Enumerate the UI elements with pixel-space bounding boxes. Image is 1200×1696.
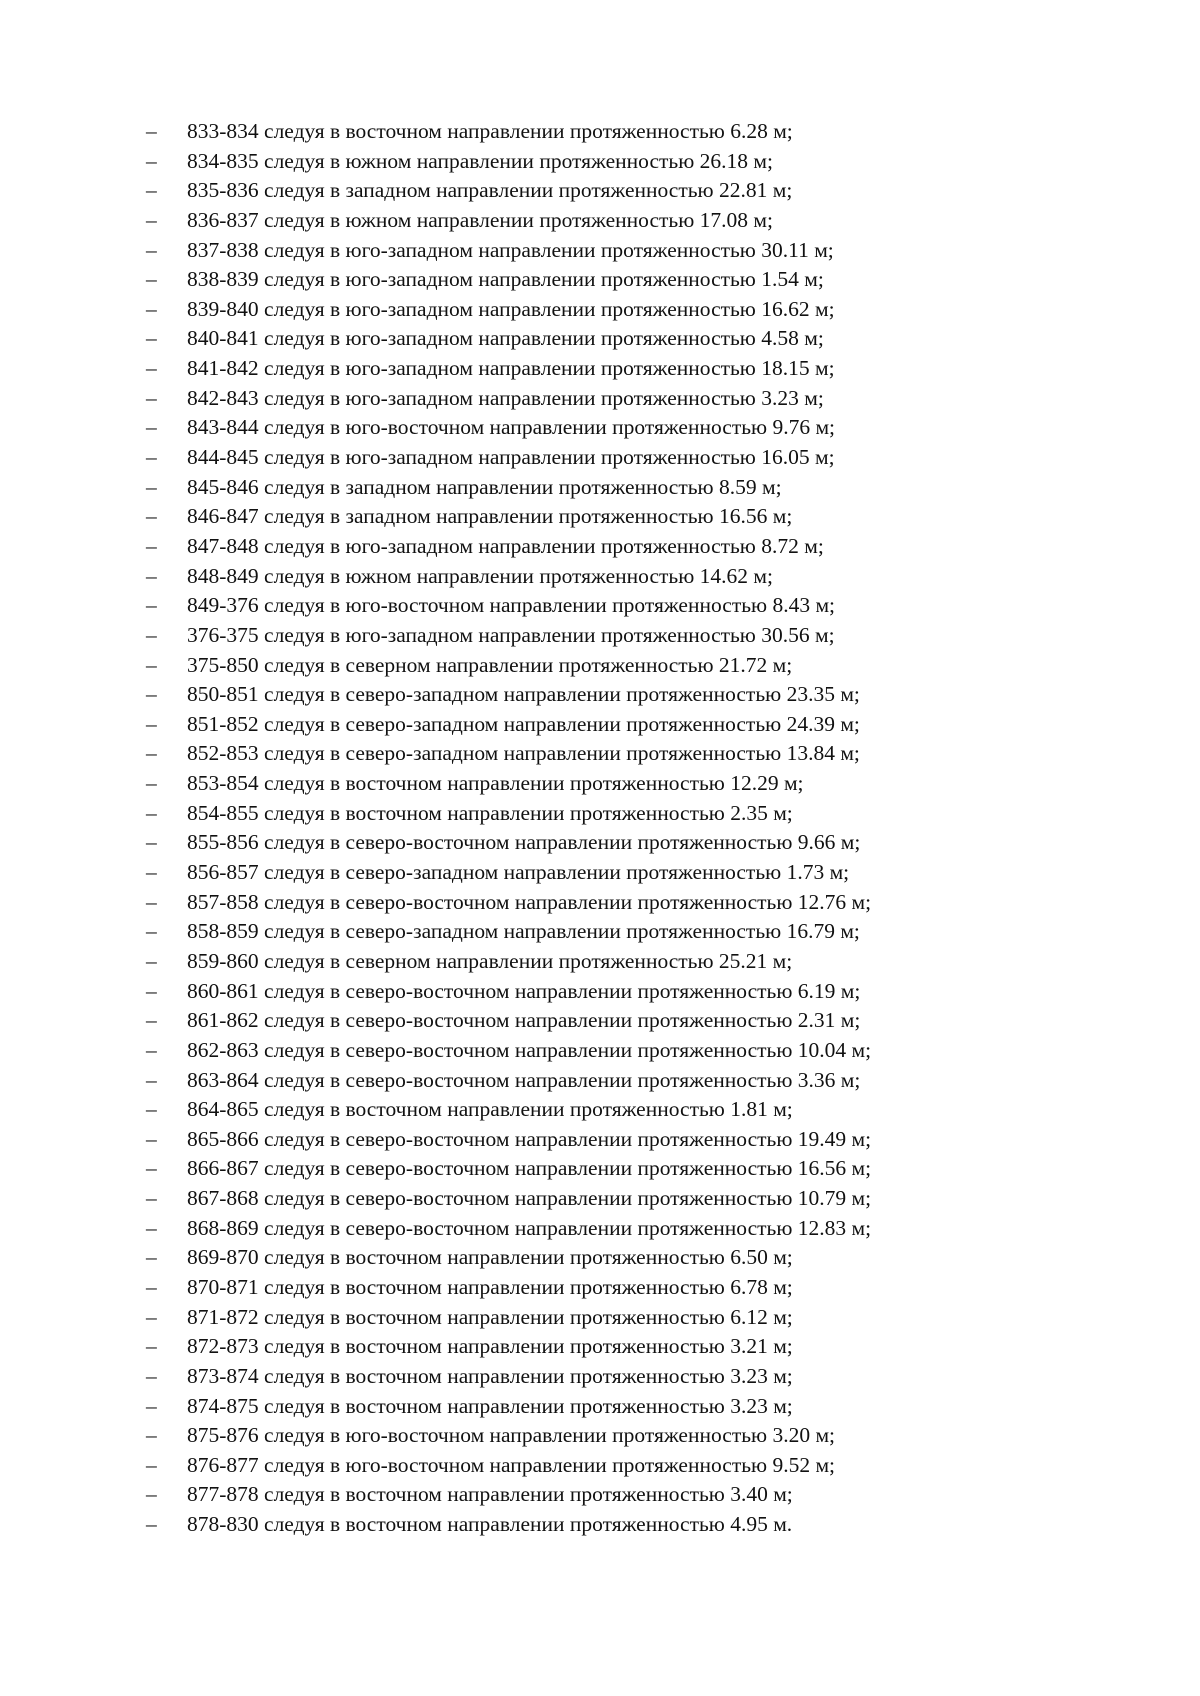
list-bullet-dash: – — [146, 1334, 157, 1359]
list-bullet-dash: – — [146, 830, 157, 855]
list-bullet-dash: – — [146, 415, 157, 440]
segment-description: 842-843 следуя в юго-западном направлении протяженностью 3.23 м; — [187, 385, 824, 410]
list-bullet-dash: – — [146, 652, 157, 677]
segment-description: 868-869 следуя в северо-восточном направлении протяженностью 12.83 м; — [187, 1215, 872, 1240]
segment-description: 878-830 следуя в восточном направлении протяженностью 4.95 м. — [187, 1512, 793, 1537]
list-bullet-dash: – — [146, 1037, 157, 1062]
list-bullet-dash: – — [146, 860, 157, 885]
segment-description: 876-877 следуя в юго-восточном направлении протяженностью 9.52 м; — [187, 1452, 836, 1477]
list-bullet-dash: – — [146, 948, 157, 973]
list-bullet-dash: – — [146, 533, 157, 558]
list-bullet-dash: – — [146, 119, 157, 143]
list-bullet-dash: – — [146, 504, 157, 529]
list-bullet-dash: – — [146, 800, 157, 825]
list-bullet-dash: – — [146, 1126, 157, 1151]
segment-description: 375-850 следуя в северном направлении протяженностью 21.72 м; — [187, 652, 793, 677]
segment-description: 376-375 следуя в юго-западном направлении протяженностью 30.56 м; — [187, 622, 835, 647]
segment-description: 856-857 следуя в северо-западном направлении протяженностью 1.73 м; — [187, 860, 850, 885]
segment-description: 844-845 следуя в юго-западном направлении протяженностью 16.05 м; — [187, 445, 835, 470]
list-bullet-dash: – — [146, 771, 157, 796]
segment-description: 871-872 следуя в восточном направлении протяженностью 6.12 м; — [187, 1304, 793, 1329]
list-bullet-dash: – — [146, 889, 157, 914]
segment-description: 872-873 следуя в восточном направлении протяженностью 3.21 м; — [187, 1334, 793, 1359]
segment-description: 847-848 следуя в юго-западном направлении протяженностью 8.72 м; — [187, 533, 824, 558]
list-bullet-dash: – — [146, 1215, 157, 1240]
segment-description: 854-855 следуя в восточном направлении протяженностью 2.35 м; — [187, 800, 793, 825]
list-bullet-dash: – — [146, 148, 157, 173]
list-bullet-dash: – — [146, 1304, 157, 1329]
list-bullet-dash: – — [146, 1186, 157, 1211]
segment-description: 841-842 следуя в юго-западном направлении протяженностью 18.15 м; — [187, 356, 835, 381]
segment-description: 874-875 следуя в восточном направлении протяженностью 3.23 м; — [187, 1393, 793, 1418]
list-bullet-dash: – — [146, 1156, 157, 1181]
segment-description: 838-839 следуя в юго-западном направлении протяженностью 1.54 м; — [187, 267, 824, 292]
segment-description: 843-844 следуя в юго-восточном направлении протяженностью 9.76 м; — [187, 415, 836, 440]
list-bullet-dash: – — [146, 296, 157, 321]
list-bullet-dash: – — [146, 622, 157, 647]
list-bullet-dash: – — [146, 1274, 157, 1299]
segment-description: 855-856 следуя в северо-восточном направлении протяженностью 9.66 м; — [187, 830, 861, 855]
list-bullet-dash: – — [146, 1452, 157, 1477]
segment-description: 836-837 следуя в южном направлении протяженностью 17.08 м; — [187, 207, 773, 232]
segment-description: 834-835 следуя в южном направлении протяженностью 26.18 м; — [187, 148, 773, 173]
segment-description: 845-846 следуя в западном направлении протяженностью 8.59 м; — [187, 474, 782, 499]
list-bullet-dash: – — [146, 919, 157, 944]
list-bullet-dash: – — [146, 563, 157, 588]
segment-description: 877-878 следуя в восточном направлении протяженностью 3.40 м; — [187, 1482, 793, 1507]
segment-description: 860-861 следуя в северо-восточном направлении протяженностью 6.19 м; — [187, 978, 861, 1003]
segment-description: 833-834 следуя в восточном направлении протяженностью 6.28 м; — [187, 119, 793, 143]
list-bullet-dash: – — [146, 1393, 157, 1418]
segment-description: 835-836 следуя в западном направлении протяженностью 22.81 м; — [187, 178, 793, 203]
segment-description: 870-871 следуя в восточном направлении протяженностью 6.78 м; — [187, 1274, 793, 1299]
list-bullet-dash: – — [146, 1008, 157, 1033]
segment-description: 875-876 следуя в юго-восточном направлении протяженностью 3.20 м; — [187, 1423, 836, 1448]
list-bullet-dash: – — [146, 1423, 157, 1448]
list-bullet-dash: – — [146, 356, 157, 381]
list-bullet-dash: – — [146, 445, 157, 470]
segment-description: 862-863 следуя в северо-восточном направлении протяженностью 10.04 м; — [187, 1037, 872, 1062]
segment-description: 865-866 следуя в северо-восточном направлении протяженностью 19.49 м; — [187, 1126, 872, 1151]
list-bullet-dash: – — [146, 207, 157, 232]
segment-description: 857-858 следуя в северо-восточном направлении протяженностью 12.76 м; — [187, 889, 872, 914]
segment-description: 850-851 следуя в северо-западном направлении протяженностью 23.35 м; — [187, 682, 860, 707]
list-bullet-dash: – — [146, 1482, 157, 1507]
segment-description: 837-838 следуя в юго-западном направлении протяженностью 30.11 м; — [187, 237, 834, 262]
list-bullet-dash: – — [146, 1067, 157, 1092]
segment-description: 853-854 следуя в восточном направлении протяженностью 12.29 м; — [187, 771, 804, 796]
segment-description: 864-865 следуя в восточном направлении протяженностью 1.81 м; — [187, 1097, 793, 1122]
segment-description: 852-853 следуя в северо-западном направлении протяженностью 13.84 м; — [187, 741, 860, 766]
list-bullet-dash: – — [146, 682, 157, 707]
segment-description: 861-862 следуя в северо-восточном направлении протяженностью 2.31 м; — [187, 1008, 861, 1033]
list-bullet-dash: – — [146, 1363, 157, 1388]
segment-description: 866-867 следуя в северо-восточном направлении протяженностью 16.56 м; — [187, 1156, 872, 1181]
list-bullet-dash: – — [146, 741, 157, 766]
list-bullet-dash: – — [146, 326, 157, 351]
segment-description: 839-840 следуя в юго-западном направлении протяженностью 16.62 м; — [187, 296, 835, 321]
segment-description: 846-847 следуя в западном направлении протяженностью 16.56 м; — [187, 504, 793, 529]
segment-description: 858-859 следуя в северо-западном направлении протяженностью 16.79 м; — [187, 919, 860, 944]
segment-description: 848-849 следуя в южном направлении протяженностью 14.62 м; — [187, 563, 773, 588]
segment-description: 867-868 следуя в северо-восточном направлении протяженностью 10.79 м; — [187, 1186, 872, 1211]
list-bullet-dash: – — [146, 1097, 157, 1122]
segment-description: 840-841 следуя в юго-западном направлении протяженностью 4.58 м; — [187, 326, 824, 351]
list-bullet-dash: – — [146, 267, 157, 292]
segment-description: 869-870 следуя в восточном направлении протяженностью 6.50 м; — [187, 1245, 793, 1270]
list-bullet-dash: – — [146, 1245, 157, 1270]
segment-description: 859-860 следуя в северном направлении протяженностью 25.21 м; — [187, 948, 793, 973]
segment-description: 851-852 следуя в северо-западном направлении протяженностью 24.39 м; — [187, 711, 860, 736]
segment-description: 863-864 следуя в северо-восточном направлении протяженностью 3.36 м; — [187, 1067, 861, 1092]
list-bullet-dash: – — [146, 711, 157, 736]
list-bullet-dash: – — [146, 1512, 157, 1537]
list-bullet-dash: – — [146, 237, 157, 262]
segment-description: 849-376 следуя в юго-восточном направлении протяженностью 8.43 м; — [187, 593, 836, 618]
list-bullet-dash: – — [146, 474, 157, 499]
list-bullet-dash: – — [146, 385, 157, 410]
segment-description: 873-874 следуя в восточном направлении протяженностью 3.23 м; — [187, 1363, 793, 1388]
list-bullet-dash: – — [146, 978, 157, 1003]
list-bullet-dash: – — [146, 178, 157, 203]
list-bullet-dash: – — [146, 593, 157, 618]
